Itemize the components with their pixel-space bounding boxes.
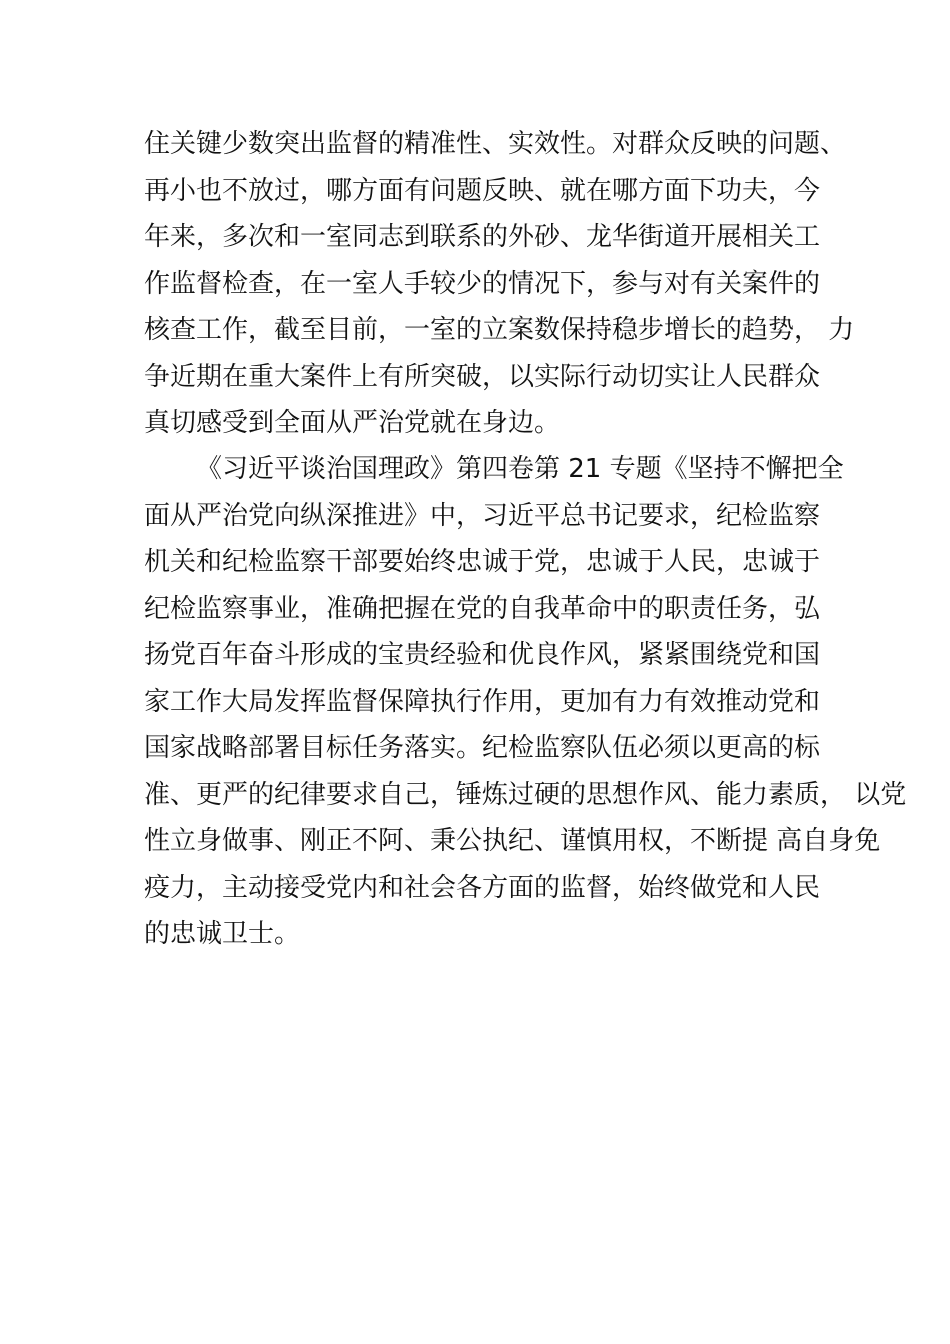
text-line: 准、更严的纪律要求自己，锤炼过硬的思想作风、能力素质， 以党 [144,779,907,810]
text-line: 的忠诚卫士。 [144,919,301,949]
text-line: 国家战略部署目标任务落实。纪检监察队伍必须以更高的标 [144,733,821,763]
text-line: 作监督检查，在一室人手较少的情况下，参与对有关案件的 [144,268,821,299]
text-line: 疫力，主动接受党内和社会各方面的监督，始终做党和人民 [144,872,821,903]
text-line: 争近期在重大案件上有所突破，以实际行动切实让人民群众 [144,361,821,392]
text-line: 《习近平谈治国理政》第四卷第 21 专题《坚持不懈把全 [196,454,844,484]
text-line: 核查工作，截至目前，一室的立案数保持稳步增长的趋势， 力 [144,315,855,345]
text-line: 再小也不放过，哪方面有问题反映、就在哪方面下功夫，今 [144,175,821,206]
text-line: 住关键少数突出监督的精准性、实效性。对群众反映的问题、 [144,129,847,159]
text-line: 性立身做事、刚正不阿、秉公执纪、谨慎用权，不断提 高自身免 [144,826,881,856]
text-line: 家工作大局发挥监督保障执行作用，更加有力有效推动党和 [144,686,821,717]
paragraph-1 [144,121,855,447]
text-line: 年来，多次和一室同志到联系的外砂、龙华街道开展相关工 [144,222,821,252]
text-line: 扬党百年奋斗形成的宝贵经验和优良作风，紧紧围绕党和国 [144,640,821,670]
text-line: 纪检监察事业，准确把握在党的自我革命中的职责任务，弘 [144,593,821,624]
text-line: 面从严治党向纵深推进》中，习近平总书记要求，纪检监察 [144,500,821,531]
text-line: 真切感受到全面从严治党就在身边。 [144,408,561,438]
text-line: 机关和纪检监察干部要始终忠诚于党，忠诚于人民，忠诚于 [144,547,821,577]
paragraph-2 [144,446,907,958]
